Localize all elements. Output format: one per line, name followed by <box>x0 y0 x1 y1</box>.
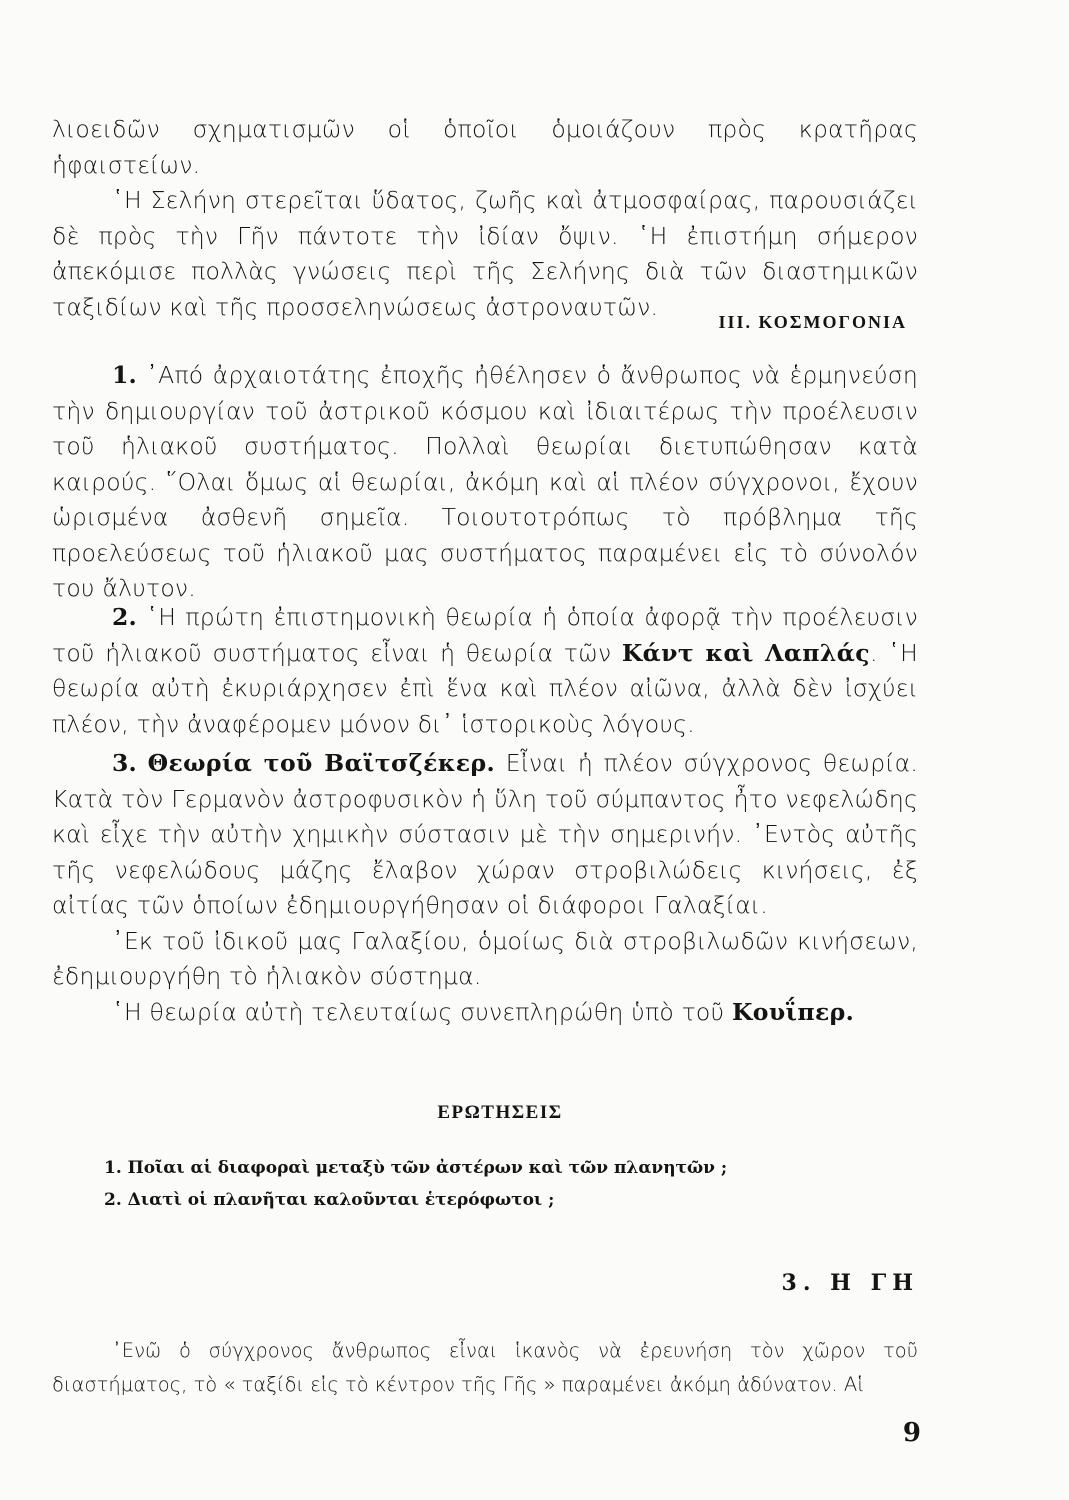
point-1-text: ᾽Από ἀρχαιοτάτης ἐποχῆς ἠθέλησεν ὁ ἄνθρωπος νὰ ἑρμηνεύση τὴν δημιουργίαν τοῦ ἀστρικοῦ κόσμου καὶ ἰδιαιτέρως τὴν προέλευσιν τοῦ ἡλιακοῦ συστήματος. Πολλαὶ θεωρίαι διετυπώθησαν κατὰ καιρούς. ῞Ολαι ὅμως αἱ θεωρίαι, ἀκόμη καὶ αἱ πλέον σύγχρονοι, ἔχουν ὡρισμένα ἀσθενῆ σημεῖα. Τοιουτοτρόπως τὸ πρόβλημα τῆς προελεύσεως τοῦ ἡλιακοῦ μας συστήματος παραμένει εἰς τὸ σύνολόν του ἄλυτον. <box>52 361 918 602</box>
point-1-block <box>52 358 918 607</box>
point-2-paragraph <box>52 600 918 742</box>
point-3-number: 3. <box>112 749 137 777</box>
questions-list <box>104 1152 727 1216</box>
question-item: 2. Διατὶ οἱ πλανῆται καλοῦνται ἑτερόφωτοι ; <box>104 1190 555 1210</box>
questions-heading: ΕΡΩΤΗΣΕΙΣ <box>437 1102 563 1123</box>
point-3-paragraph <box>52 746 918 924</box>
point-3-block <box>52 746 918 1030</box>
section-heading-earth: 3. Η ΓΗ <box>781 1270 919 1296</box>
section-heading-cosmogony: III. ΚΟΣΜΟΓΟΝΙΑ <box>718 312 907 332</box>
point-2-text-after: . ῾Η θεωρία αὐτὴ ἐκυριάρχησεν ἐπὶ ἕνα καὶ πλέον αἰῶνα, ἀλλὰ δὲν ἰσχύει πλέον, τὴν ἀναφέρομεν μόνον δι᾽ ἱστορικοὺς λόγους. <box>52 638 919 738</box>
point-3-bold-title: Θεωρία τοῦ Βαϊτσζέκερ. <box>147 749 496 777</box>
point-2-text-before: ῾Η πρώτη ἐπιστημονικὴ θεωρία ἡ ὁποία ἀφορᾷ τὴν προέλευσιν τοῦ ἡλιακοῦ συστήματος εἶναι ἡ θεωρία τῶν <box>52 603 919 667</box>
continued-line: λιοειδῶν σχηματισμῶν οἱ ὁποῖοι ὁμοιάζουν πρὸς κρατῆρας ἡφαιστείων. <box>52 115 918 179</box>
point-3-paragraph-3 <box>52 995 918 1031</box>
point-3-para3-bold: Κουΐπερ. <box>731 997 855 1026</box>
point-2-number: 2. <box>112 603 137 631</box>
earth-paragraph-block <box>52 1334 918 1402</box>
moon-paragraph: ῾Η Σελήνη στερεῖται ὕδατος, ζωῆς καὶ ἀτμοσφαίρας, παρουσιάζει δὲ πρὸς τὴν Γῆν πάντοτε τὴν ἰδίαν ὄψιν. ῾Η ἐπιστήμη σήμερον ἀπεκόμισε πολλὰς γνώσεις περὶ τῆς Σελήνης διὰ τῶν διαστημικῶν ταξιδίων καὶ τῆς προσσεληνώσεως ἀστροναυτῶν. <box>52 186 918 321</box>
point-2-block <box>52 600 918 742</box>
point-3-para3-text: ῾Η θεωρία αὐτὴ τελευταίως συνεπληρώθη ὑπὸ τοῦ <box>112 997 725 1026</box>
point-1-paragraph <box>52 358 918 607</box>
point-3-text: Εἶναι ἡ πλέον σύγχρονος θεωρία. Κατὰ τὸν Γερμανὸν ἀστροφυσικὸν ἡ ὕλη τοῦ σύμπαντος ἦτο νεφελώδης καὶ εἶχε τὴν αὐτὴν χημικὴν σύστασιν μὲ τὴν σημερινήν. ᾽Εντὸς αὐτῆς τῆς νεφελώδους μάζης ἔλαβον χώραν στροβιλώδεις κινήσεις, ἐξ αἰτίας τῶν ὁποίων ἐδημιουργήθησαν οἱ διάφοροι Γαλαξίαι. <box>52 749 919 919</box>
top-paragraph <box>52 112 918 325</box>
earth-paragraph: ᾽Ενῶ ὁ σύγχρονος ἄνθρωπος εἶναι ἱκανὸς νὰ ἐρευνήση τὸν χῶρον τοῦ διαστήματος, τὸ « ταξίδι εἰς τὸ κέντρον τῆς Γῆς » παραμένει ἀκόμη ἀδύνατον. Αἱ <box>52 1339 918 1396</box>
point-1-number: 1. <box>112 361 137 389</box>
point-3-paragraph-2: ᾽Εκ τοῦ ἰδικοῦ μας Γαλαξίου, ὁμοίως διὰ στροβιλωδῶν κινήσεων, ἐδημιουργήθη τὸ ἡλιακὸν σύστημα. <box>52 926 918 990</box>
question-item: 1. Ποῖαι αἱ διαφοραὶ μεταξὺ τῶν ἀστέρων καὶ τῶν πλανητῶν ; <box>104 1158 728 1178</box>
page-number: 9 <box>902 1418 921 1448</box>
point-2-bold-names: Κάντ καὶ Λαπλάς <box>621 638 870 667</box>
